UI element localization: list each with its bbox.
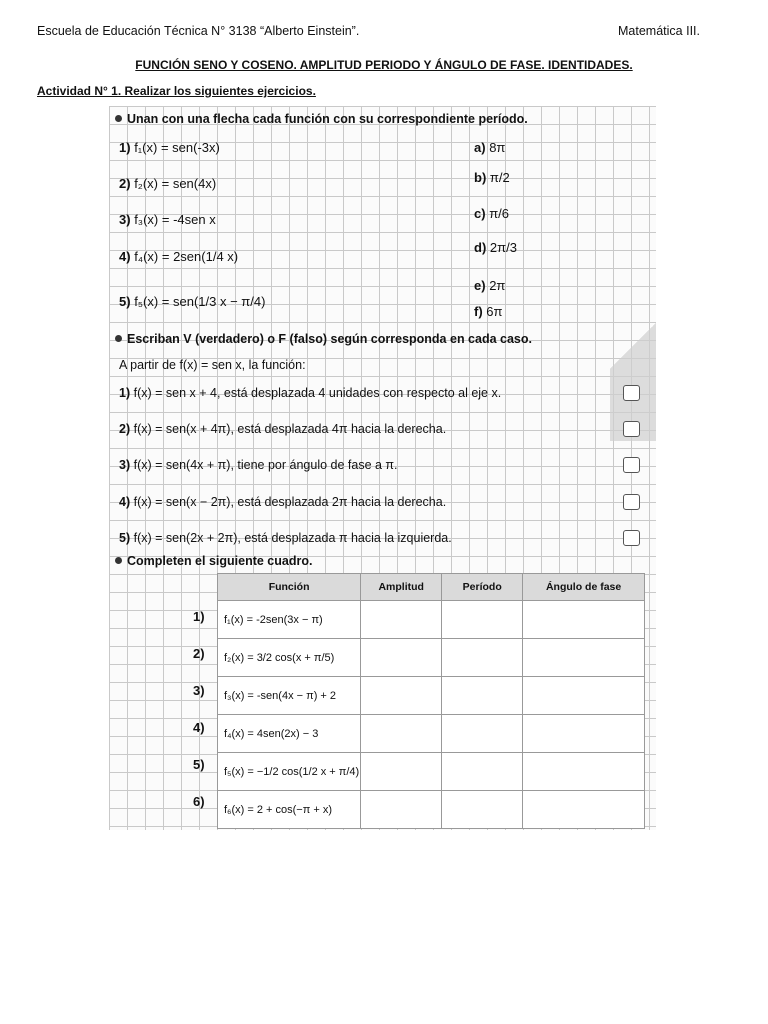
table-row	[218, 791, 645, 829]
phase-cell[interactable]	[523, 791, 645, 829]
phase-cell[interactable]	[523, 601, 645, 639]
phase-cell[interactable]	[523, 639, 645, 677]
row-number: 1)	[193, 609, 205, 624]
function-cell: f₂(x) = 3/2 cos(x + π/5)	[218, 639, 361, 677]
page-title: FUNCIÓN SENO Y COSENO. AMPLITUD PERIODO Y ÁNGULO DE FASE. IDENTIDADES.	[135, 58, 633, 72]
tf-item: 4) f(x) = sen(x − 2π), está desplazada 2π hacia la derecha.	[119, 495, 447, 509]
tf-item: 3) f(x) = sen(4x + π), tiene por ángulo de fase a π.	[119, 458, 398, 472]
column-header: Ángulo de fase	[523, 574, 645, 601]
period-cell[interactable]	[442, 753, 523, 791]
section2-title: Escriban V (verdadero) o F (falso) según corresponda en cada caso.	[115, 332, 532, 346]
activity-heading: Actividad N° 1. Realizar los siguientes ejercicios.	[37, 84, 316, 98]
tf-answer-box[interactable]	[623, 494, 640, 510]
period-option: a) 8π	[474, 140, 506, 155]
row-number: 5)	[193, 757, 205, 772]
tf-item: 5) f(x) = sen(2x + 2π), está desplazada π hacia la izquierda.	[119, 531, 452, 545]
row-number: 3)	[193, 683, 205, 698]
tf-answer-box[interactable]	[623, 530, 640, 546]
amplitude-cell[interactable]	[361, 677, 442, 715]
function-cell: f₃(x) = -sen(4x − π) + 2	[218, 677, 361, 715]
table-row	[218, 753, 645, 791]
period-option: f) 6π	[474, 304, 503, 319]
period-option: d) 2π/3	[474, 240, 517, 255]
function-item: 5) f₅(x) = sen(1/3 x − π/4)	[119, 294, 266, 309]
period-cell[interactable]	[442, 715, 523, 753]
bullet-icon	[115, 335, 122, 342]
worksheet-image	[109, 106, 656, 830]
amplitude-cell[interactable]	[361, 715, 442, 753]
tf-item: 2) f(x) = sen(x + 4π), está desplazada 4π hacia la derecha.	[119, 422, 447, 436]
page-fold-shadow	[610, 251, 656, 441]
phase-cell[interactable]	[523, 677, 645, 715]
section3-title: Completen el siguiente cuadro.	[115, 554, 312, 568]
period-option: c) π/6	[474, 206, 509, 221]
function-item: 3) f₃(x) = -4sen x	[119, 212, 216, 227]
function-cell: f₄(x) = 4sen(2x) − 3	[218, 715, 361, 753]
function-item: 1) f₁(x) = sen(-3x)	[119, 140, 220, 155]
period-option: b) π/2	[474, 170, 510, 185]
tf-answer-box[interactable]	[623, 385, 640, 401]
period-cell[interactable]	[442, 791, 523, 829]
function-item: 2) f₂(x) = sen(4x)	[119, 176, 217, 191]
amplitude-cell[interactable]	[361, 601, 442, 639]
column-header: Período	[442, 574, 523, 601]
function-cell: f₆(x) = 2 + cos(−π + x)	[218, 791, 361, 829]
period-option: e) 2π	[474, 278, 506, 293]
summary-table	[217, 573, 645, 829]
table-row	[218, 715, 645, 753]
section1-title: Unan con una flecha cada función con su correspondiente período.	[115, 112, 528, 126]
row-number: 6)	[193, 794, 205, 809]
table-row	[218, 677, 645, 715]
amplitude-cell[interactable]	[361, 753, 442, 791]
table-header-row	[218, 574, 645, 601]
function-item: 4) f₄(x) = 2sen(1/4 x)	[119, 249, 239, 264]
tf-item: 1) f(x) = sen x + 4, está desplazada 4 unidades con respecto al eje x.	[119, 386, 502, 400]
period-cell[interactable]	[442, 601, 523, 639]
tf-answer-box[interactable]	[623, 457, 640, 473]
function-cell: f₁(x) = -2sen(3x − π)	[218, 601, 361, 639]
school-name: Escuela de Educación Técnica N° 3138 “Alberto Einstein”.	[37, 24, 360, 38]
tf-answer-box[interactable]	[623, 421, 640, 437]
phase-cell[interactable]	[523, 715, 645, 753]
row-number: 2)	[193, 646, 205, 661]
function-cell: f₅(x) = −1/2 cos(1/2 x + π/4)	[218, 753, 361, 791]
table-row	[218, 639, 645, 677]
row-number: 4)	[193, 720, 205, 735]
subject-name: Matemática III.	[618, 24, 700, 38]
bullet-icon	[115, 115, 122, 122]
amplitude-cell[interactable]	[361, 639, 442, 677]
bullet-icon	[115, 557, 122, 564]
column-header: Función	[218, 574, 361, 601]
column-header: Amplitud	[361, 574, 442, 601]
section2-intro: A partir de f(x) = sen x, la función:	[119, 358, 306, 372]
amplitude-cell[interactable]	[361, 791, 442, 829]
table-row	[218, 601, 645, 639]
period-cell[interactable]	[442, 677, 523, 715]
period-cell[interactable]	[442, 639, 523, 677]
phase-cell[interactable]	[523, 753, 645, 791]
